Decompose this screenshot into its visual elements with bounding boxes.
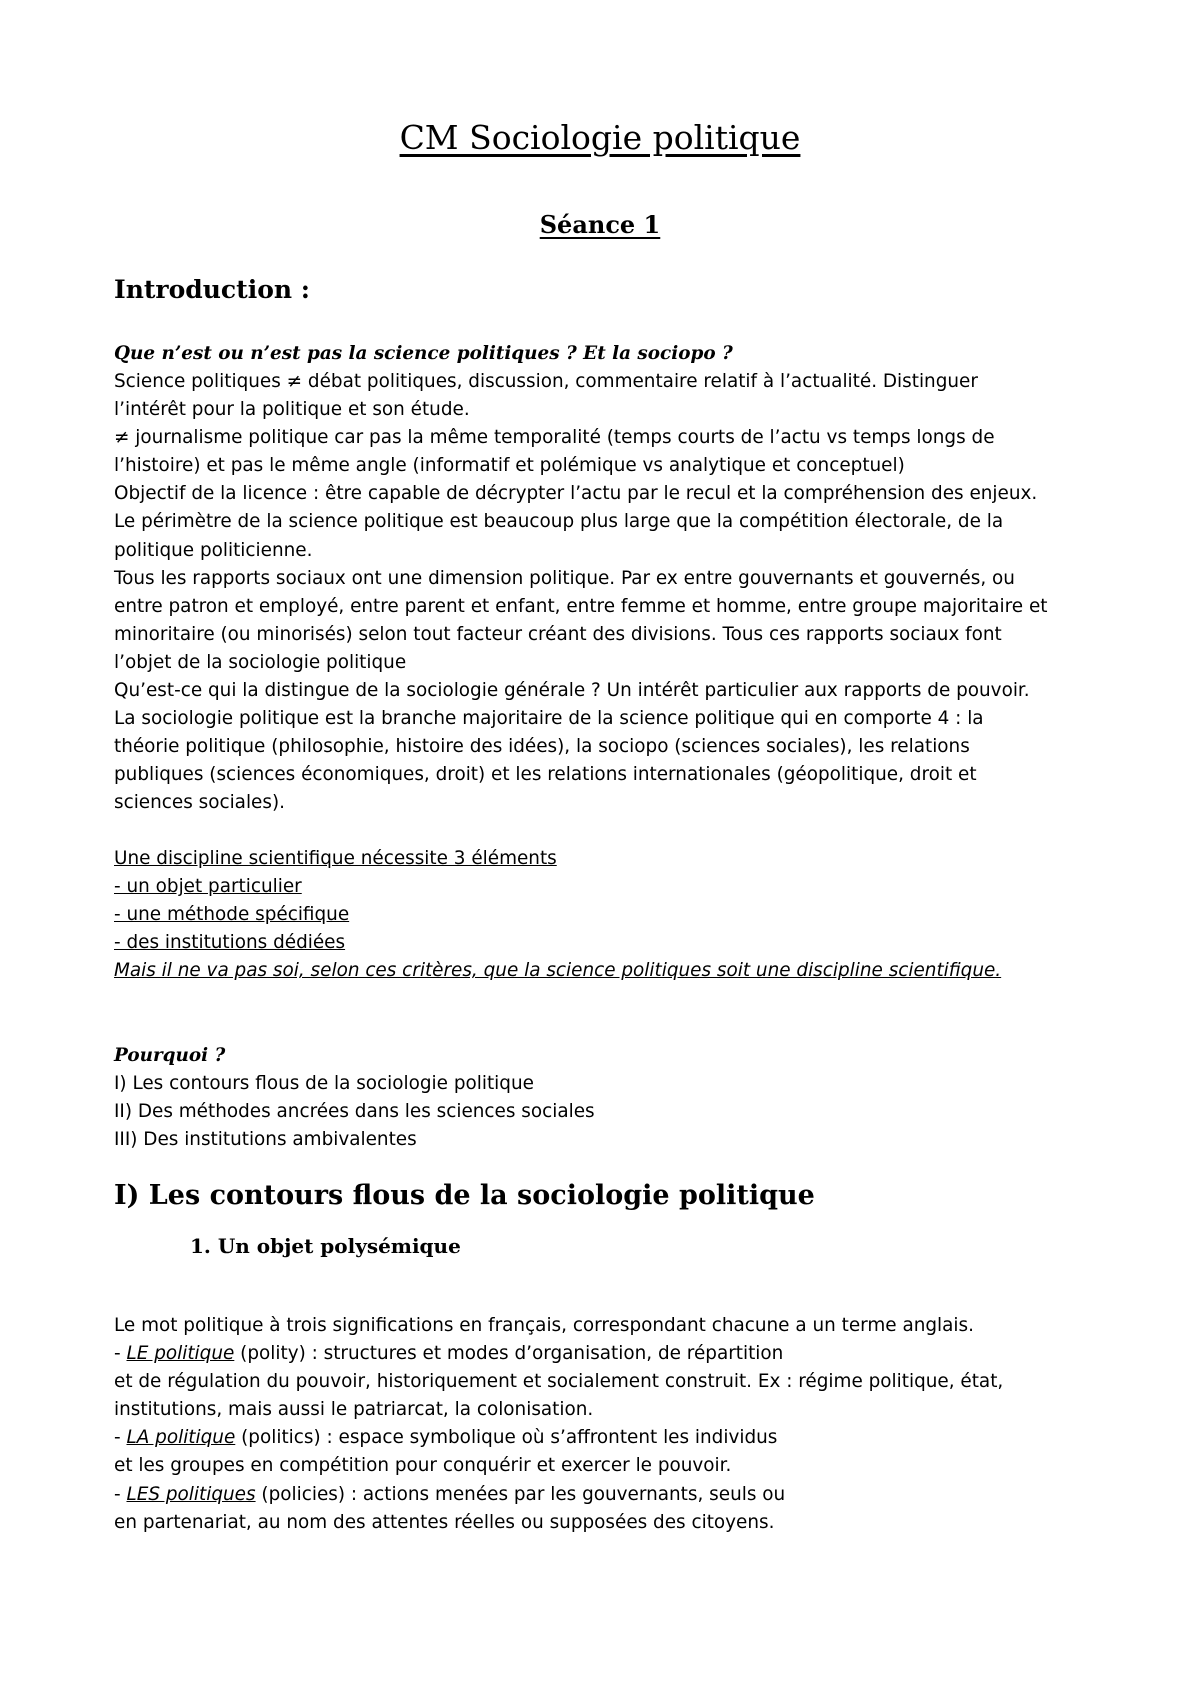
- definition-continuation: et de régulation du pouvoir, historiquement et socialement construit. Ex : régime politique, état,: [114, 1371, 1004, 1393]
- outline-item: II) Des méthodes ancrées dans les sciences sociales: [114, 1101, 595, 1123]
- pourquoi-heading: Pourquoi ?: [114, 1045, 226, 1066]
- definition-line: [114, 1424, 1104, 1452]
- paragraph-line: l’objet de la sociologie politique: [114, 651, 407, 673]
- paragraph-line: l’intérêt pour la politique et son étude.: [114, 399, 470, 421]
- bullet-dash: -: [114, 1343, 127, 1365]
- definition-text: (politics) : espace symbolique où s’affrontent les individus: [235, 1427, 778, 1449]
- introduction-heading: Introduction :: [114, 275, 310, 304]
- paragraph-line: l’histoire) et pas le même angle (informatif et polémique vs analytique et conceptuel): [114, 455, 905, 477]
- definition-line: [114, 1481, 1104, 1509]
- intro-paragraph: [114, 368, 1104, 818]
- definition-text: (policies) : actions menées par les gouvernants, seuls ou: [255, 1483, 786, 1505]
- paragraph-line: minoritaire (ou minorisés) selon tout facteur créant des divisions. Tous ces rapports sociaux font: [114, 623, 1002, 645]
- paragraph-line: Objectif de la licence : être capable de décrypter l’actu par le recul et la compréhension des enjeux.: [114, 483, 1038, 505]
- definition-line: [114, 1340, 1104, 1368]
- discipline-conclusion: Mais il ne va pas soi, selon ces critères, que la science politiques soit une discipline scientifique.: [114, 960, 1002, 982]
- paragraph-line: Tous les rapports sociaux ont une dimension politique. Par ex entre gouvernants et gouvernés, ou: [114, 567, 1015, 589]
- definition-term: LES politiques: [126, 1483, 256, 1505]
- polysemy-intro: Le mot politique à trois significations en français, correspondant chacune a un terme anglais.: [114, 1315, 974, 1336]
- question-line: Que n’est ou n’est pas la science politiques ? Et la sociopo ?: [114, 343, 733, 364]
- discipline-heading: Une discipline scientifique nécessite 3 éléments: [114, 848, 557, 869]
- definition-continuation: institutions, mais aussi le patriarcat, la colonisation.: [114, 1399, 594, 1421]
- definition-continuation: en partenariat, au nom des attentes réelles ou supposées des citoyens.: [114, 1511, 775, 1533]
- paragraph-line: entre patron et employé, entre parent et enfant, entre femme et homme, entre groupe majoritaire et: [114, 595, 1048, 617]
- bullet-dash: -: [114, 1483, 127, 1505]
- subsection-heading: 1. Un objet polysémique: [190, 1234, 461, 1258]
- definition-term: LE politique: [126, 1343, 235, 1365]
- bullet-dash: -: [114, 1427, 127, 1449]
- polysemy-block: [114, 1312, 1104, 1537]
- outline-item: III) Des institutions ambivalentes: [114, 1129, 417, 1151]
- outline-item: I) Les contours flous de la sociologie politique: [114, 1073, 534, 1095]
- pourquoi-block: [114, 1042, 1104, 1154]
- paragraph-line: Le périmètre de la science politique est beaucoup plus large que la compétition électorale, de la: [114, 511, 1004, 533]
- document-title: CM Sociologie politique: [399, 118, 801, 157]
- session-title: Séance 1: [539, 210, 661, 239]
- discipline-block: [114, 845, 1104, 985]
- discipline-item: - un objet particulier: [114, 876, 302, 898]
- paragraph-line: sciences sociales).: [114, 792, 285, 814]
- paragraph-line: La sociologie politique est la branche majoritaire de la science politique qui en comporte 4 : la: [114, 708, 984, 730]
- paragraph-line: Qu’est-ce qui la distingue de la sociologie générale ? Un intérêt particulier aux rapports de pouvoir.: [114, 680, 1030, 702]
- intro-question: [114, 340, 1104, 368]
- definition-term: LA politique: [126, 1427, 236, 1449]
- discipline-item: - des institutions dédiées: [114, 932, 346, 954]
- definition-continuation: et les groupes en compétition pour conquérir et exercer le pouvoir.: [114, 1455, 732, 1477]
- definition-text: (polity) : structures et modes d’organisation, de répartition: [234, 1343, 784, 1365]
- paragraph-line: Science politiques ≠ débat politiques, discussion, commentaire relatif à l’actualité. Distinguer: [114, 371, 978, 392]
- paragraph-line: théorie politique (philosophie, histoire des idées), la sociopo (sciences sociales), les relations: [114, 736, 970, 758]
- section-heading: I) Les contours flous de la sociologie politique: [114, 1180, 815, 1211]
- paragraph-line: publiques (sciences économiques, droit) et les relations internationales (géopolitique, droit et: [114, 764, 977, 786]
- discipline-item: - une méthode spécifique: [114, 904, 350, 926]
- paragraph-line: politique politicienne.: [114, 539, 313, 561]
- paragraph-line: ≠ journalisme politique car pas la même temporalité (temps courts de l’actu vs temps longs de: [114, 427, 995, 449]
